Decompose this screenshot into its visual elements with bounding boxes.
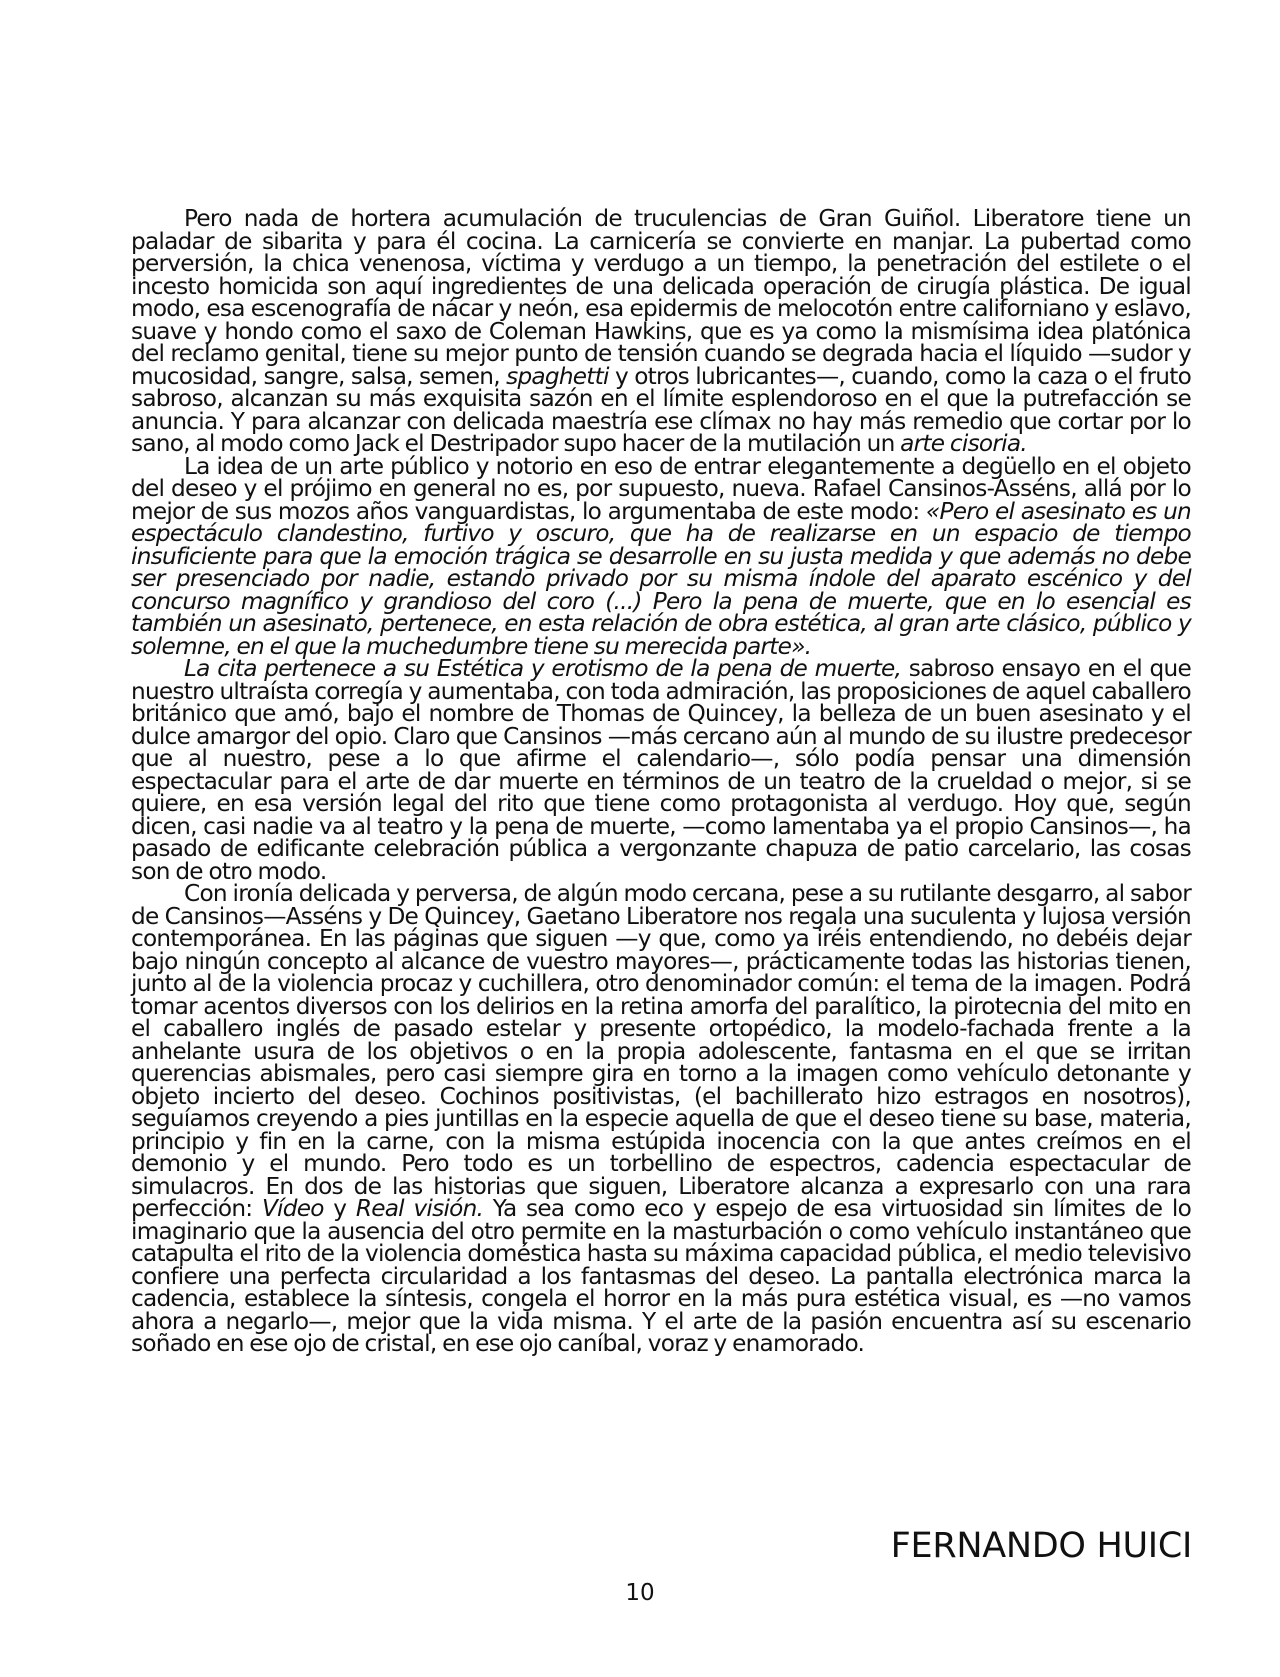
text-run: y — [323, 1195, 356, 1222]
italic-run: La cita pertenece a su Estética y erotismo de la pena de muerte, — [184, 655, 902, 682]
body-paragraph — [131, 205, 1192, 457]
italic-run: Real visión. — [355, 1195, 484, 1222]
italic-run: Vídeo — [261, 1195, 324, 1222]
body-paragraph — [131, 880, 1192, 1357]
essay-body — [131, 205, 1192, 1357]
text-run: Ya sea como eco y espejo de esa virtuosidad sin límites de lo imaginario que la ausencia del otro permite en la masturbación o como vehículo instantáneo que catapulta el rito de la violencia doméstica hasta su máxima capacidad pública, el medio televisivo confiere una perfecta circularidad a los fantasmas del deseo. La pantalla electrónica marca la cadencia, establece la síntesis, congela el horror en la más pura estética visual, es —no vamos ahora a negarlo—, mejor que la vida misma. Y el arte de la pasión encuentra así su escenario soñado en ese ojo de cristal, en ese ojo caníbal, voraz y enamorado. — [131, 1195, 1192, 1357]
body-paragraph — [131, 655, 1191, 885]
text-run: y otros lubricantes—, cuando, como la caza o el fruto sabroso, alcanzan su más exquisita sazón en el límite esplendoroso en el que la putrefacción se anuncia. Y para alcanzar con delicada maestría ese clímax no hay más remedio que cortar por lo sano, al modo como Jack el Destripador supo hacer de la mutilación un — [131, 362, 1192, 457]
text-run: La idea de un arte público y notorio en eso de entrar elegantemente a degüello en el objeto del deseo y el prójimo en general no es, por supuesto, nueva. Rafael Cansinos-Asséns, allá por lo mejor de sus mozos años vanguardistas, lo argumentaba de este modo: — [131, 452, 1191, 525]
italic-run: «Pero el asesinato es un espectáculo clandestino, furtivo y oscuro, que ha de realizarse en un espacio de tiempo insuficiente para que la emoción trágica se desarrolle en su justa medida y que además no debe ser presenciado por nadie, estando privado por su misma índole del aparato escénico y del concurso magnífico y grandioso del coro (...) Pero la pena de muerte, que en lo esencial es también un asesinato, pertenece, en esta relación de obra estética, al gran arte clásico, público y solemne, en el que la muchedumbre tiene su merecida parte». — [131, 497, 1191, 660]
author-signature: FERNANDO HUICI — [890, 1526, 1192, 1566]
italic-run: arte cisoria. — [900, 430, 1027, 457]
body-paragraph — [131, 452, 1191, 660]
text-run: sabroso ensayo en el que nuestro ultraísta corregía y aumentaba, con toda admiración, las proposiciones de aquel caballero británico que amó, bajo el nombre de Thomas de Quincey, la belleza de un buen asesinato y el dulce amargor del opio. Claro que Cansinos —más cercano aún al mundo de su ilustre predecesor que al nuestro, pese a lo que afirme el calendario—, sólo podía pensar una dimensión espectacular para el arte de dar muerte en términos de un teatro de la crueldad o mejor, si se quiere, en esa versión legal del rito que tiene como protagonista al verdugo. Hoy que, según dicen, casi nadie va al teatro y la pena de muerte, —como lamentaba ya el propio Cansinos—, ha pasado de edificante celebración pública a vergonzante chapuza de patio carcelario, las cosas son de otro modo. — [131, 655, 1191, 885]
italic-run: spaghetti — [506, 362, 609, 390]
text-run: Con ironía delicada y perversa, de algún modo cercana, pese a su rutilante desgarro, al sabor de Cansinos—Asséns y De Quincey, Gaetano Liberatore nos regala una suculenta y lujosa versión contemporánea. En las páginas que siguen —y que, como ya iréis entendiendo, no debéis dejar bajo ningún concepto al alcance de vuestro mayores—, prácticamente todas las historias tienen, junto al de la violencia procaz y cuchillera, otro denominador común: el tema de la imagen. Podrá tomar acentos diversos con los delirios en la retina amorfa del paralítico, la pirotecnia del mito en el caballero inglés de pasado estelar y presente ortopédico, la modelo-fachada frente a la anhelante usura de los objetivos o en la propia adolescente, fantasma en el que se irritan querencias abismales, pero casi siempre gira en torno a la imagen como vehículo detonante y objeto incierto del deseo. Cochinos positivistas, (el bachillerato hizo estragos en nosotros), seguíamos creyendo a pies juntillas en la especie aquella de que el deseo tiene su base, materia, principio y fin en la carne, con la misma estúpida inocencia con la que antes creímos en el demonio y el mundo. Pero todo es un torbellino de espectros, cadencia espectacular de simulacros. En dos de las historias que siguen, Liberatore alcanza a expresarlo con una rara perfección: — [131, 880, 1191, 1222]
page-number: 10 — [625, 1580, 655, 1606]
text-run: Pero nada de hortera acumulación de truculencias de Gran Guiñol. Liberatore tiene un paladar de sibarita y para él cocina. La carnicería se convierte en manjar. La pubertad como perversión, la chica venenosa, víctima y verdugo a un tiempo, la penetración del estilete o el incesto homicida son aquí ingredientes de una delicada operación de cirugía plástica. De igual modo, esa escenografía de nácar y neón, esa epidermis de melocotón entre californiano y eslavo, suave y hondo como el saxo de Coleman Hawkins, que es ya como la mismísima idea platónica del reclamo genital, tiene su mejor punto de tensión cuando se degrada hacia el líquido —sudor y mucosidad, sangre, salsa, semen, — [131, 205, 1191, 390]
